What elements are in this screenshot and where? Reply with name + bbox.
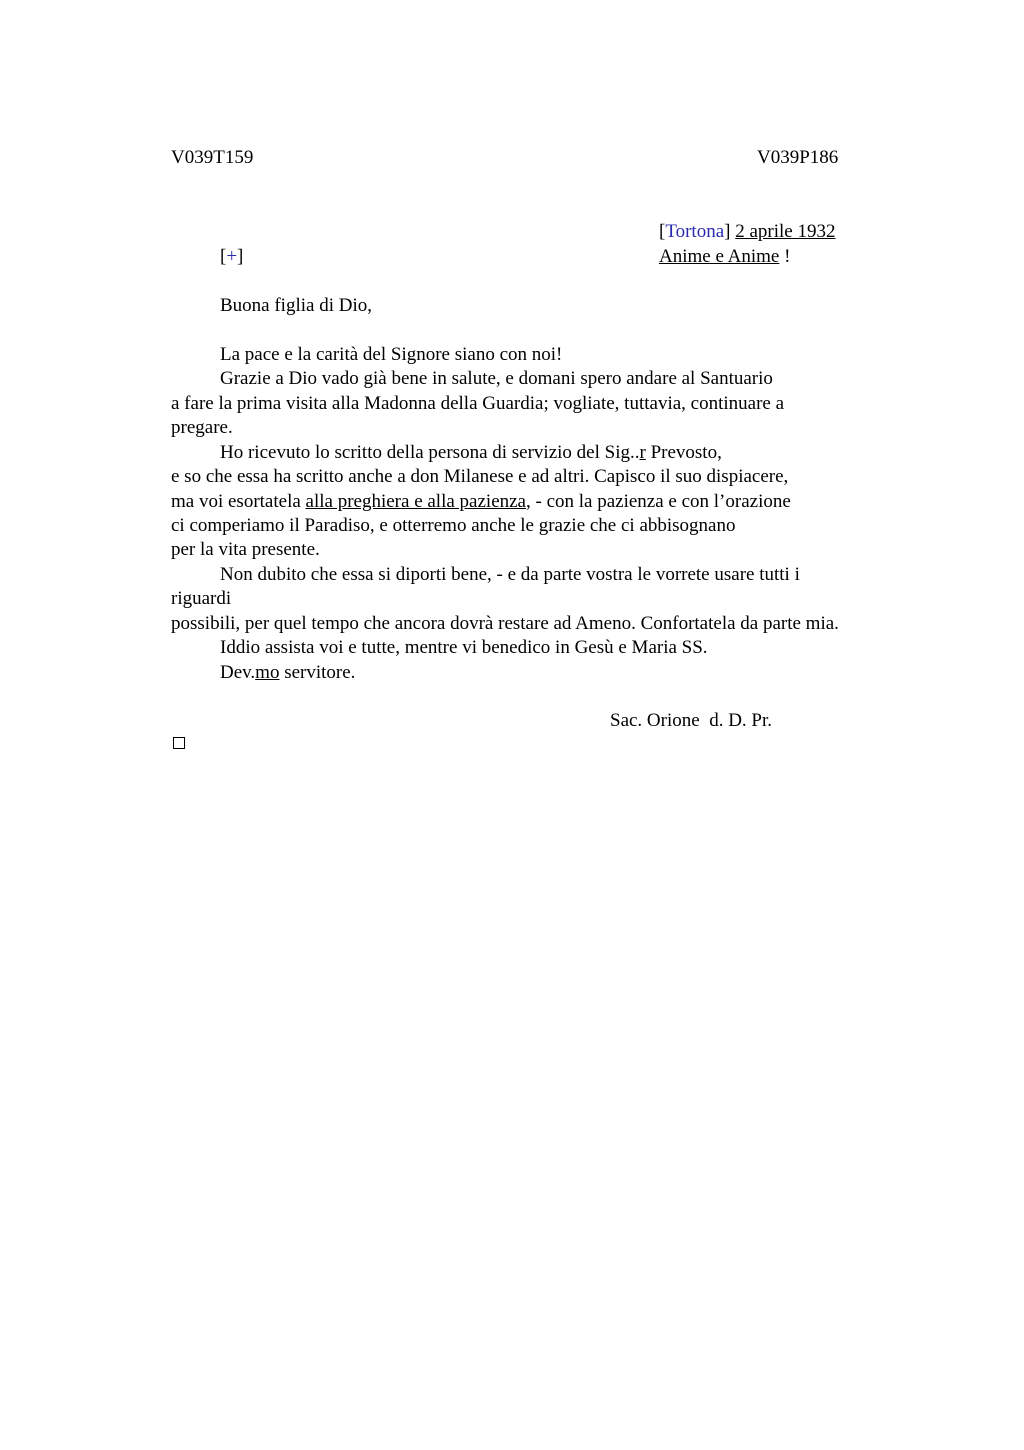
closing-end: servitore. xyxy=(279,662,356,683)
closing-superscript: mo xyxy=(255,662,280,683)
cross-bracket-close: ] xyxy=(237,246,244,267)
body-line-6: e so che essa ha scritto anche a don Milanese e ad altri. Capisco il suo dispiacere, xyxy=(171,466,789,487)
body-line-1: La pace e la carità del Signore siano con noi! xyxy=(220,344,563,365)
body-line-5-start: Ho ricevuto lo scritto della persona di servizio del Sig.. xyxy=(220,442,640,463)
letter-date: 2 aprile 1932 xyxy=(735,221,836,242)
body-line-2: Grazie a Dio vado già bene in salute, e domani spero andare al Santuario xyxy=(220,368,773,389)
document-code-right: V039P186 xyxy=(757,147,839,168)
cross-bracket-open: [ xyxy=(220,246,227,267)
dateline xyxy=(659,220,836,244)
body-line-7 xyxy=(171,490,791,514)
motto xyxy=(659,245,790,269)
body-line-3: a fare la prima visita alla Madonna della Guardia; vogliate, tuttavia, continuare a xyxy=(171,393,785,414)
body-line-5-abbrev: r xyxy=(639,442,646,463)
cross-icon: + xyxy=(226,246,238,267)
body-line-4: pregare. xyxy=(171,417,233,438)
document-code-left: V039T159 xyxy=(171,147,254,168)
body-line-7-end: , - con la pazienza e con l’orazione xyxy=(526,491,791,512)
body-line-5 xyxy=(220,441,722,465)
salutation: Buona figlia di Dio, xyxy=(220,295,372,316)
body-line-12: possibili, per quel tempo che ancora dovrà restare ad Ameno. Confortatela da parte mia. xyxy=(171,613,839,634)
closing xyxy=(220,661,355,685)
body-line-13: Iddio assista voi e tutte, mentre vi benedico in Gesù e Maria SS. xyxy=(220,637,708,658)
body-line-11: riguardi xyxy=(171,588,232,609)
cross-mark xyxy=(220,245,243,269)
body-line-5-end: Prevosto, xyxy=(645,442,722,463)
body-line-7-start: ma voi esortatela xyxy=(171,491,306,512)
place-name: Tortona xyxy=(665,221,725,242)
bracket-close: ] xyxy=(724,221,731,242)
motto-suffix: ! xyxy=(779,246,791,267)
body-line-8: ci comperiamo il Paradiso, e otterremo anche le grazie che ci abbisognano xyxy=(171,515,736,536)
body-line-9: per la vita presente. xyxy=(171,539,320,560)
signature: Sac. Orione d. D. Pr. xyxy=(610,710,773,731)
body-line-7-emphasis: alla preghiera e alla pazienza xyxy=(305,491,526,512)
end-square-icon xyxy=(173,737,185,749)
bracket-open: [ xyxy=(659,221,666,242)
closing-start: Dev. xyxy=(220,662,256,683)
body-line-10: Non dubito che essa si diporti bene, - e da parte vostra le vorrete usare tutti i xyxy=(220,564,800,585)
motto-text: Anime e Anime xyxy=(659,246,780,267)
